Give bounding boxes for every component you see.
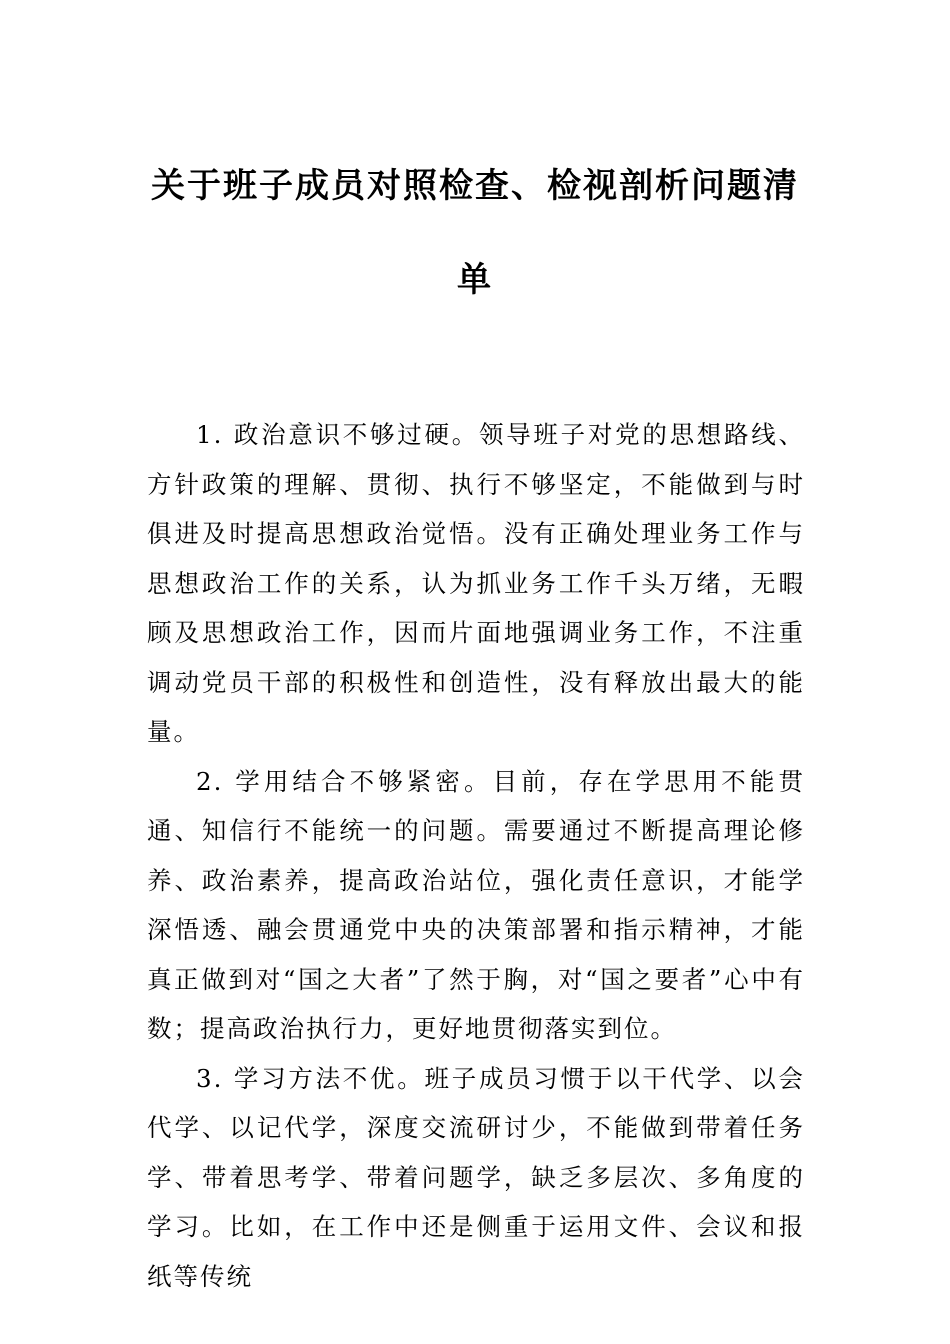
paragraph-1: 1. 政治意识不够过硬。领导班子对党的思想路线、方针政策的理解、贯彻、执行不够坚定，不能做到与时俱进及时提高思想政治觉悟。没有正确处理业务工作与思想政治工作的关系，认为抓业务工作千头万绪，无暇顾及思想政治工作，因而片面地强调业务工作，不注重调动党员干部的积极性和创造性，没有释放出最大的能量。 — [147, 420, 805, 746]
paragraph-2: 2. 学用结合不够紧密。目前，存在学思用不能贯通、知信行不能统一的问题。需要通过不断提高理论修养、政治素养，提高政治站位，强化责任意识，才能学深悟透、融会贯通党中央的决策部署和指示精神，才能真正做到对“国之大者”了然于胸，对“国之要者”心中有数；提高政治执行力，更好地贯彻落实到位。 — [147, 766, 805, 1043]
document-body — [147, 410, 805, 1301]
paragraph-3: 3. 学习方法不优。班子成员习惯于以干代学、以会代学、以记代学，深度交流研讨少，不能做到带着任务学、带着思考学、带着问题学，缺乏多层次、多角度的学习。比如，在工作中还是侧重于运用文件、会议和报纸等传统 — [147, 1063, 805, 1291]
document-title-line-2: 单 — [457, 260, 493, 300]
document-title-line-1: 关于班子成员对照检查、检视剖析问题清 — [151, 166, 799, 206]
